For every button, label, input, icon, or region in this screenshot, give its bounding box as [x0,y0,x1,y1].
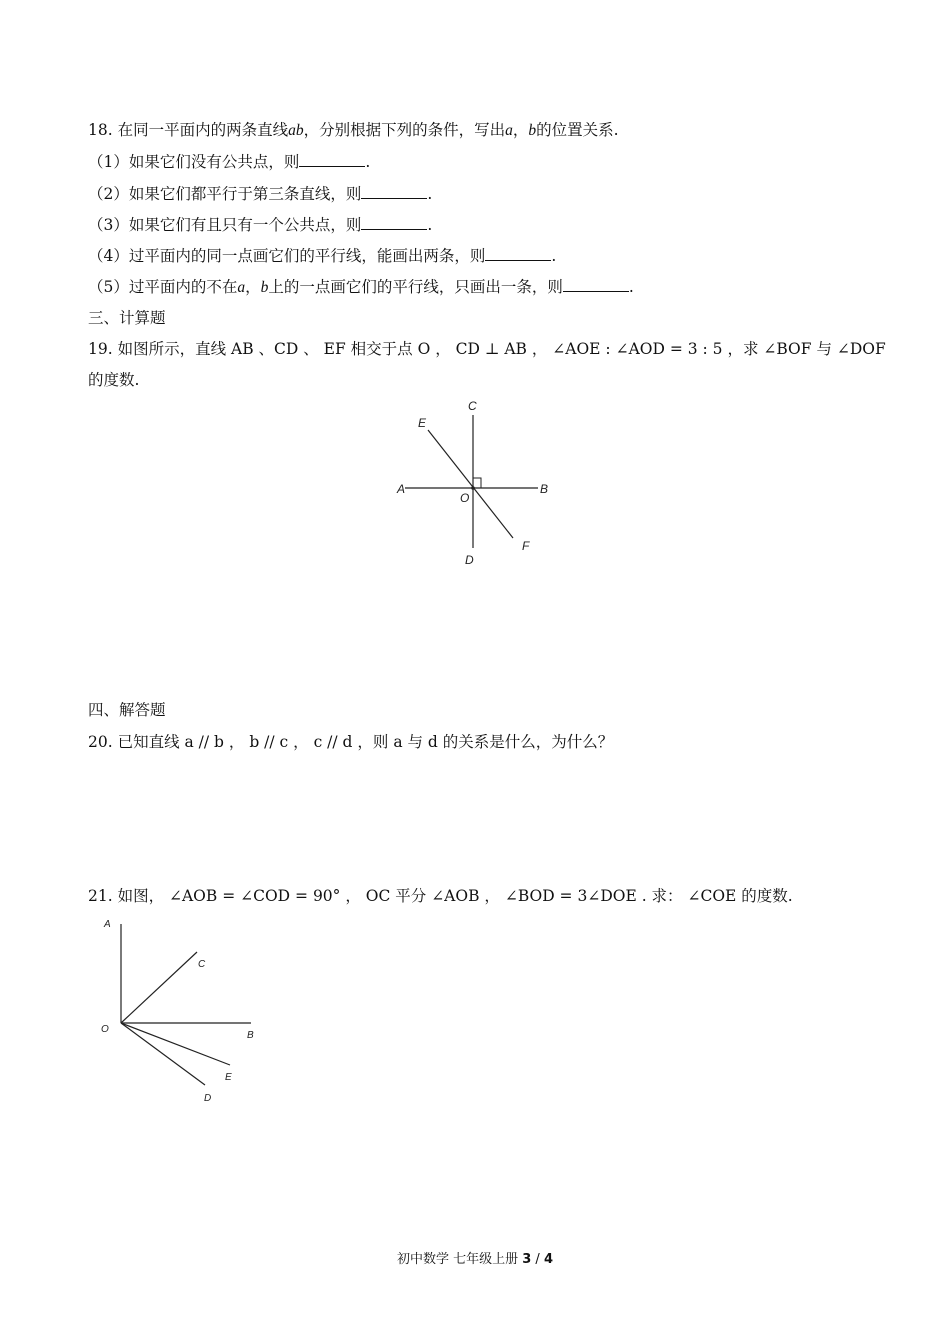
answer-blank[interactable] [361,184,427,199]
q18-item-sep: ， [245,278,261,296]
q18-item-4 [88,246,556,266]
point-o [471,486,475,490]
answer-blank[interactable] [485,246,551,261]
label-a: A [397,482,406,496]
q18-item-end: . [551,247,557,265]
q18-item-text: （1）如果它们没有公共点，则 [88,153,300,171]
q18-sep: ， [512,121,529,139]
q18-item-text: （5）过平面内的不在 [88,278,238,296]
label-c: C [468,399,477,413]
answer-blank[interactable] [361,215,427,230]
q18-var-ab: ab [288,122,304,139]
q19-figure [380,390,570,575]
label-a: A [104,919,111,930]
label-e: E [418,416,427,430]
page-footer [0,1248,950,1267]
page-sep: / [531,1252,544,1267]
label-d: D [465,553,474,567]
q18-stem [88,120,619,141]
page-total: 4 [543,1252,553,1267]
q21-figure [95,912,275,1107]
q20-text: 20. 已知直线 a // b ， b // c ， c // d ，则 a 与 d 的关系是什么，为什么？ [88,733,614,751]
section-heading-answer: 四、解答题 [88,701,166,719]
q18-var-b: b [528,122,537,139]
answer-blank[interactable] [299,152,365,167]
q18-item-end: . [628,278,634,296]
q18-item-3 [88,215,432,235]
q19-line-1: 19. 如图所示，直线 AB 、CD 、 EF 相交于点 O ， CD ⊥ AB ， ∠AOE : ∠AOD = 3 : 5 ，求 ∠BOF 与 ∠DOF [88,340,886,358]
label-o: O [460,491,470,505]
q18-item-text: （2）如果它们都平行于第三条直线，则 [88,185,362,203]
right-angle-mark [473,478,481,488]
q18-var-a: a [505,122,513,139]
q18-item-var-a: a [237,279,246,296]
q21-text: 21. 如图， ∠AOB = ∠COD = 90° ， OC 平分 ∠AOB ， ∠BOD = 3∠DOE . 求： ∠COE 的度数. [88,887,793,905]
label-c: C [198,959,206,970]
q18-stem-text-mid: ，分别根据下列的条件，写出 [303,121,506,139]
label-o: O [101,1024,109,1035]
q18-item-text: （3）如果它们有且只有一个公共点，则 [88,216,362,234]
label-e: E [225,1072,232,1083]
label-f: F [522,539,530,553]
q18-item-1 [88,152,370,172]
q19-line-2: 的度数. [88,371,140,389]
q18-item-end: . [365,153,371,171]
q18-item-var-b: b [260,279,269,296]
label-d: D [204,1093,212,1104]
page-number: 3 [522,1252,532,1267]
ray-oc [121,952,197,1023]
answer-blank[interactable] [563,277,629,292]
q18-item-2 [88,184,432,204]
label-b: B [247,1030,254,1041]
footer-text: 初中数学 七年级上册 [396,1252,523,1267]
q18-item-end: . [427,216,433,234]
q18-stem-text: 18. 在同一平面内的两条直线 [88,121,289,139]
ray-od [121,1023,205,1085]
q18-item-end: . [427,185,433,203]
section-heading-calc: 三、计算题 [88,309,166,327]
q18-item-text: （4）过平面内的同一点画它们的平行线，能画出两条，则 [88,247,486,265]
label-b: B [540,482,549,496]
q18-stem-end: 的位置关系. [536,121,619,139]
q18-item-text-mid: 上的一点画它们的平行线，只画出一条，则 [268,278,563,296]
ray-oe [121,1023,230,1065]
line-ef [428,430,513,538]
q18-item-5 [88,277,634,298]
